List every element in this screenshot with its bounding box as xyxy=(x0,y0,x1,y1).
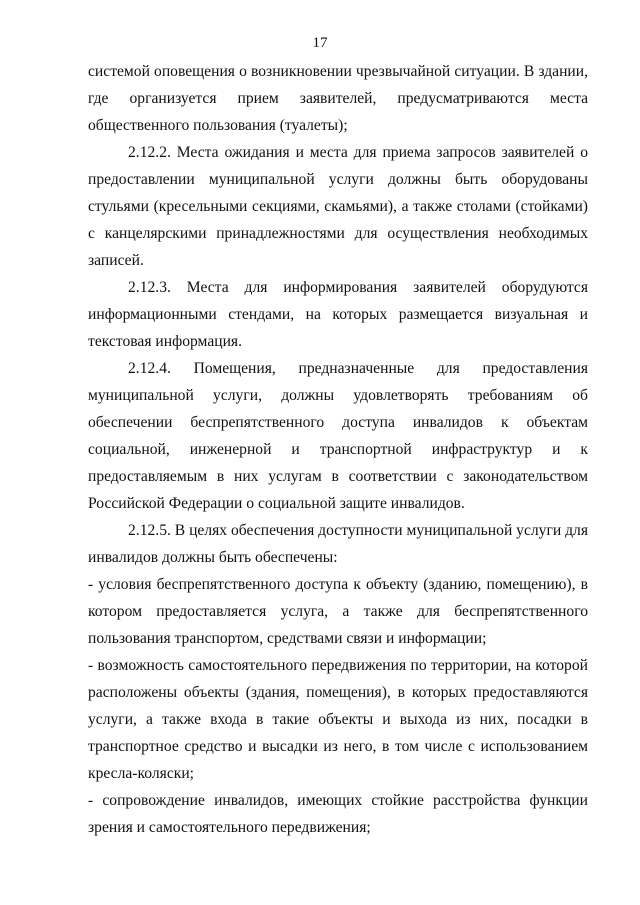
page-number: 17 xyxy=(312,35,328,51)
list-item-escort: - сопровождение инвалидов, имеющих стойкие расстройства функции зрения и самостоятельного передвижения; xyxy=(88,792,588,836)
paragraph-2-12-4: 2.12.4. Помещения, предназначенные для предоставления муниципальной услуги, должны удовлетворять требованиям об обеспечении беспрепятственного доступа инвалидов к объектам социальной, инженерной и транспортной инфраструктур и к предоставляемым в них услугам в соответствии с законодательством Российской Федерации о социальной защите инвалидов. xyxy=(88,360,588,512)
list-item-access-conditions: - условия беспрепятственного доступа к объекту (зданию, помещению), в котором предоставляется услуга, а также для беспрепятственного пользования транспортом, средствами связи и информации; xyxy=(88,576,588,647)
document-body xyxy=(88,58,588,841)
paragraph-2-12-3: 2.12.3. Места для информирования заявителей оборудуются информационными стендами, на которых размещается визуальная и текстовая информация. xyxy=(88,279,588,350)
paragraph-2-12-2: 2.12.2. Места ожидания и места для приема запросов заявителей о предоставлении муниципальной услуги должны быть оборудованы стульями (кресельными секциями, скамьями), а также столами (стойками) с канцелярскими принадлежностями для осуществления необходимых записей. xyxy=(88,144,588,269)
list-item-independent-movement: - возможность самостоятельного передвижения по территории, на которой расположены объекты (здания, помещения), в которых предоставляются услуги, а также входа в такие объекты и выхода из них, посадки в транспортное средство и высадки из него, в том числе с использованием кресла-коляски; xyxy=(88,657,588,782)
paragraph-2-12-5: 2.12.5. В целях обеспечения доступности муниципальной услуги для инвалидов должны быть обеспечены: xyxy=(88,522,589,566)
paragraph-continuation: системой оповещения о возникновении чрезвычайной ситуации. В здании, где организуется прием заявителей, предусматриваются места общественного пользования (туалеты); xyxy=(88,63,588,134)
